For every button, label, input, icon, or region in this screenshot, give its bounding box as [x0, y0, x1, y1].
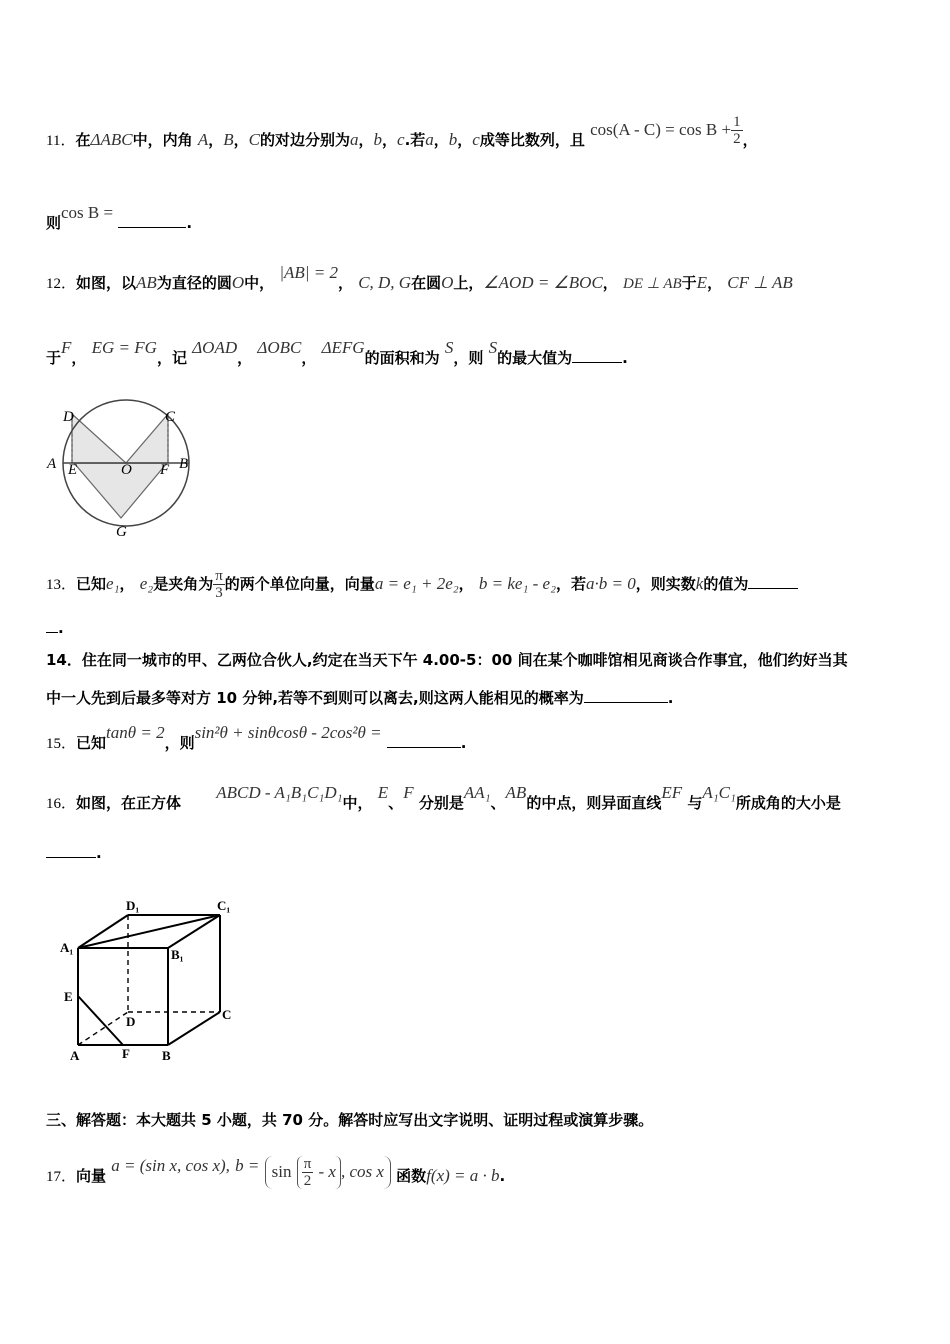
q15-line: 15．已知tanθ = 2，则sin²θ + sinθcosθ - 2cos²θ = .: [46, 723, 467, 752]
edge-bc: [168, 1012, 220, 1045]
label-f: F: [122, 1046, 130, 1061]
q11-condition-formula: cos(A - C) = cos B +: [590, 120, 732, 139]
q11-answer-blank[interactable]: [118, 213, 186, 228]
q14-answer-blank[interactable]: [584, 688, 668, 703]
q17-fraction: $\frac{\pi}{2}$: [303, 1156, 312, 1189]
q13-line2: .: [46, 618, 64, 638]
q11-number: 11．: [46, 133, 76, 149]
q17-function: f(x) = a · b: [426, 1166, 500, 1185]
edge-c1b1: [168, 915, 220, 948]
q17-vector-b: sin $\frac{\pi}{2}$ - x , cos x: [265, 1156, 391, 1189]
label-a1: A₁: [60, 940, 74, 955]
q11-line1: 11．在ΔABC中，内角 A，B，C的对边分别为a，b，c.若a，b，c成等比数列，且 cos(A - C) = cos B + $\frac{1}{2}$ ，: [46, 114, 758, 149]
q12-circle-figure: [44, 390, 204, 545]
q12-line1: 12．如图，以AB为直径的圆O中， |AB| = 2， C, D, G在圆O上，∠AOD = ∠BOC， DE ⊥ AB于E， CF ⊥ AB: [46, 263, 793, 292]
diagonal-a1c1: [78, 915, 220, 948]
shaded-region-oad: [72, 414, 126, 463]
q17-vector-a: a = (sin x, cos x),: [111, 1156, 230, 1175]
q15-answer-blank[interactable]: [387, 733, 461, 748]
q13-angle-fraction: $\frac{\pi}{3}$: [215, 568, 223, 601]
label-d1: D₁: [126, 898, 140, 913]
shaded-region-obc: [126, 414, 168, 463]
q13-line1: 13．已知e₁， e₂是夹角为 $\frac{\pi}{3}$ 的两个单位向量，向量a = e₁ + 2e₂， b = ke₁ - e₂，若a·b = 0，则实数k的值为: [46, 568, 798, 601]
q17-number: 17．: [46, 1169, 77, 1185]
label-a: A: [47, 456, 57, 472]
q12-line2: 于F， EG = FG，记 ΔOAD， ΔOBC， ΔEFG的面积和为 S，则 S的最大值为 .: [46, 338, 628, 367]
q13-answer-blank[interactable]: [748, 574, 798, 589]
label-c: C: [222, 1007, 232, 1022]
q16-cube-figure: [56, 895, 246, 1067]
label-c1: C₁: [217, 898, 231, 913]
edge-ad-hidden: [78, 1012, 128, 1045]
q12-number: 12．: [46, 276, 77, 292]
q16-number: 16．: [46, 796, 77, 812]
label-b: B: [162, 1048, 171, 1063]
label-f: F: [160, 462, 170, 478]
label-g: G: [116, 524, 127, 540]
q14-line1: 14．住在同一城市的甲、乙两位合伙人,约定在当天下午 4.00-5：00 间在某个咖啡馆相见商谈合作事宜，他们约好当其: [46, 651, 848, 669]
label-e: E: [64, 989, 73, 1004]
q11-line2: 则cos B = .: [46, 203, 193, 232]
label-c: C: [165, 409, 176, 425]
label-b1: B₁: [171, 947, 184, 962]
label-a: A: [70, 1048, 80, 1063]
section-3-heading: 三、解答题：本大题共 5 小题，共 70 分。解答时应写出文字说明、证明过程或演算步骤。: [46, 1111, 654, 1129]
label-e: E: [68, 462, 78, 478]
label-o: O: [121, 462, 132, 478]
label-d: D: [126, 1014, 136, 1029]
label-b: B: [179, 456, 189, 472]
q13-number: 13．: [46, 577, 77, 593]
q13-answer-blank-cont: [46, 618, 58, 633]
label-d: D: [63, 409, 74, 425]
q15-number: 15．: [46, 736, 77, 752]
q11-fraction: $\frac{1}{2}$: [733, 114, 741, 147]
q17-line: 17．向量 a = (sin x, cos x), b = sin $\frac{\pi}{2}$ - x , cos x 函数f(x) = a · b.: [46, 1156, 506, 1189]
q16-answer-blank[interactable]: [46, 843, 96, 858]
q12-answer-blank[interactable]: [572, 348, 622, 363]
q16-line2: .: [46, 843, 102, 863]
q16-line1: 16．如图，在正方体 ABCD - A₁B₁C₁D₁中， E、F 分别是AA₁、AB的中点，则异面直线EF 与A₁C₁所成角的大小是: [46, 783, 841, 812]
q14-line2: 中一人先到后最多等对方 10 分钟,若等不到则可以离去,则这两人能相见的概率为 .: [46, 689, 674, 707]
